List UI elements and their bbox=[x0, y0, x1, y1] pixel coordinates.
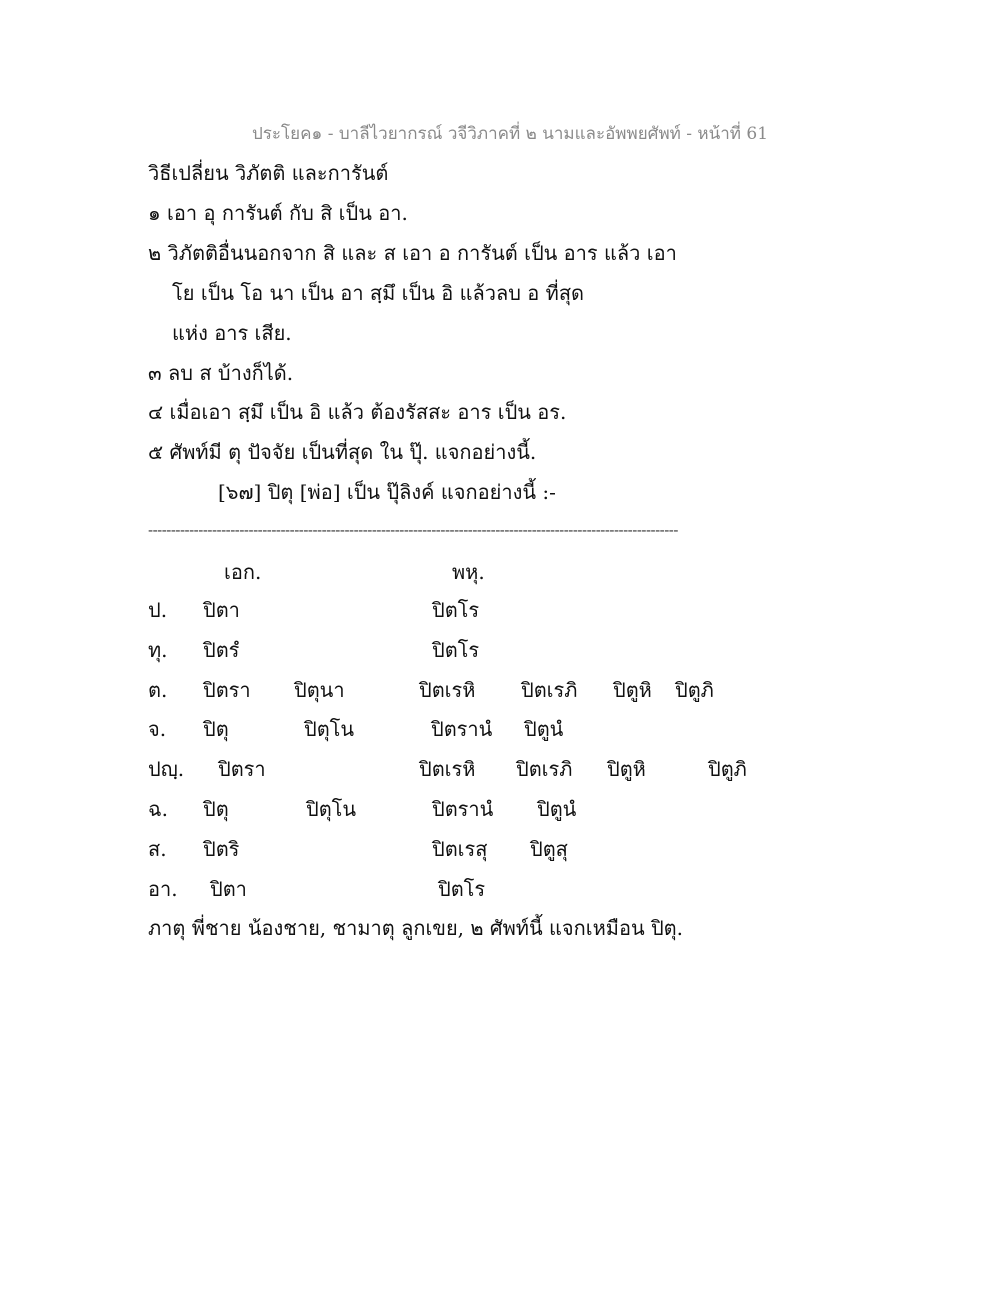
table-cell: ปิตเรหิ bbox=[419, 678, 476, 702]
table-cell: ปิตูหิ bbox=[613, 678, 652, 702]
table-cell: ปิตา bbox=[210, 877, 247, 901]
case-label: ส. bbox=[148, 837, 167, 861]
page-header: ประโยค๑ - บาลีไวยากรณ์ วจีวิภาคที่ ๒ นามและอัพพยศัพท์ - หน้าที่ 61 bbox=[252, 124, 769, 144]
rule-2: ๒ วิภัตติอื่นนอกจาก สิ และ ส เอา อ การันต์ เป็น อาร แล้ว เอา bbox=[148, 241, 677, 265]
table-cell: ปิตรํ bbox=[203, 638, 240, 662]
table-cell: ปิตุนา bbox=[294, 678, 345, 702]
table-cell: ปิตเรภิ bbox=[521, 678, 578, 702]
case-label: ปญฺ. bbox=[148, 757, 185, 781]
section-title: วิธีเปลี่ยน วิภัตติ และการันต์ bbox=[148, 161, 389, 185]
rule-4: ๔ เมื่อเอา สฺมึ เป็น อิ แล้ว ต้องรัสสะ อาร เป็น อร. bbox=[148, 400, 567, 424]
table-cell: ปิตา bbox=[203, 598, 240, 622]
table-cell: ปิตรา bbox=[203, 678, 251, 702]
footer-note: ภาตุ พี่ชาย น้องชาย, ชามาตุ ลูกเขย, ๒ ศัพท์นี้ แจกเหมือน ปิตุ. bbox=[148, 916, 684, 940]
table-cell: ปิตรา bbox=[218, 757, 266, 781]
case-label: ป. bbox=[148, 598, 168, 622]
table-cell: ปิตโร bbox=[432, 598, 480, 622]
rule-2-cont: โย เป็น โอ นา เป็น อา สฺมึ เป็น อิ แล้วลบ อ ที่สุด bbox=[172, 281, 585, 305]
case-label: ต. bbox=[148, 678, 168, 702]
col-header-singular: เอก. bbox=[224, 560, 262, 584]
rule-1: ๑ เอา อุ การันต์ กับ สิ เป็น อา. bbox=[148, 201, 408, 225]
table-cell: ปิตรานํ bbox=[432, 797, 494, 821]
table-cell: ปิตรานํ bbox=[431, 717, 493, 741]
table-cell: ปิตโร bbox=[438, 877, 486, 901]
table-cell: ปิตูสุ bbox=[530, 837, 568, 861]
rule-3: ๓ ลบ ส บ้างก็ได้. bbox=[148, 361, 294, 385]
table-cell: ปิตูนํ bbox=[524, 717, 564, 741]
table-cell: ปิตริ bbox=[203, 837, 240, 861]
declension-heading: [๖๗] ปิตุ [พ่อ] เป็น ปุ๊ลิงค์ แจกอย่างนี้ :- bbox=[218, 480, 556, 504]
table-cell: ปิตเรหิ bbox=[419, 757, 476, 781]
table-cell: ปิตูนํ bbox=[537, 797, 577, 821]
table-cell: ปิตูภิ bbox=[708, 757, 747, 781]
table-cell: ปิตเรภิ bbox=[516, 757, 573, 781]
table-cell: ปิตุ bbox=[203, 797, 229, 821]
col-header-plural: พหุ. bbox=[452, 560, 485, 584]
case-label: จ. bbox=[148, 717, 167, 741]
table-cell: ปิตุโน bbox=[304, 717, 355, 741]
rule-2-cont-end: แห่ง อาร เสีย. bbox=[172, 321, 292, 345]
divider-line: -------------------------------------------------------------------------------------------------------------------- bbox=[148, 523, 678, 538]
table-cell: ปิตเรสุ bbox=[432, 837, 488, 861]
table-cell: ปิตุโน bbox=[306, 797, 357, 821]
table-cell: ปิตูหิ bbox=[607, 757, 646, 781]
table-cell: ปิตโร bbox=[432, 638, 480, 662]
case-label: อา. bbox=[148, 877, 178, 901]
case-label: ทุ. bbox=[148, 638, 168, 662]
rule-5: ๕ ศัพท์มี ตุ ปัจจัย เป็นที่สุด ใน ปุ๊. แจกอย่างนี้. bbox=[148, 440, 537, 464]
table-cell: ปิตุ bbox=[203, 717, 229, 741]
case-label: ฉ. bbox=[148, 797, 168, 821]
table-cell: ปิตูภิ bbox=[675, 678, 714, 702]
